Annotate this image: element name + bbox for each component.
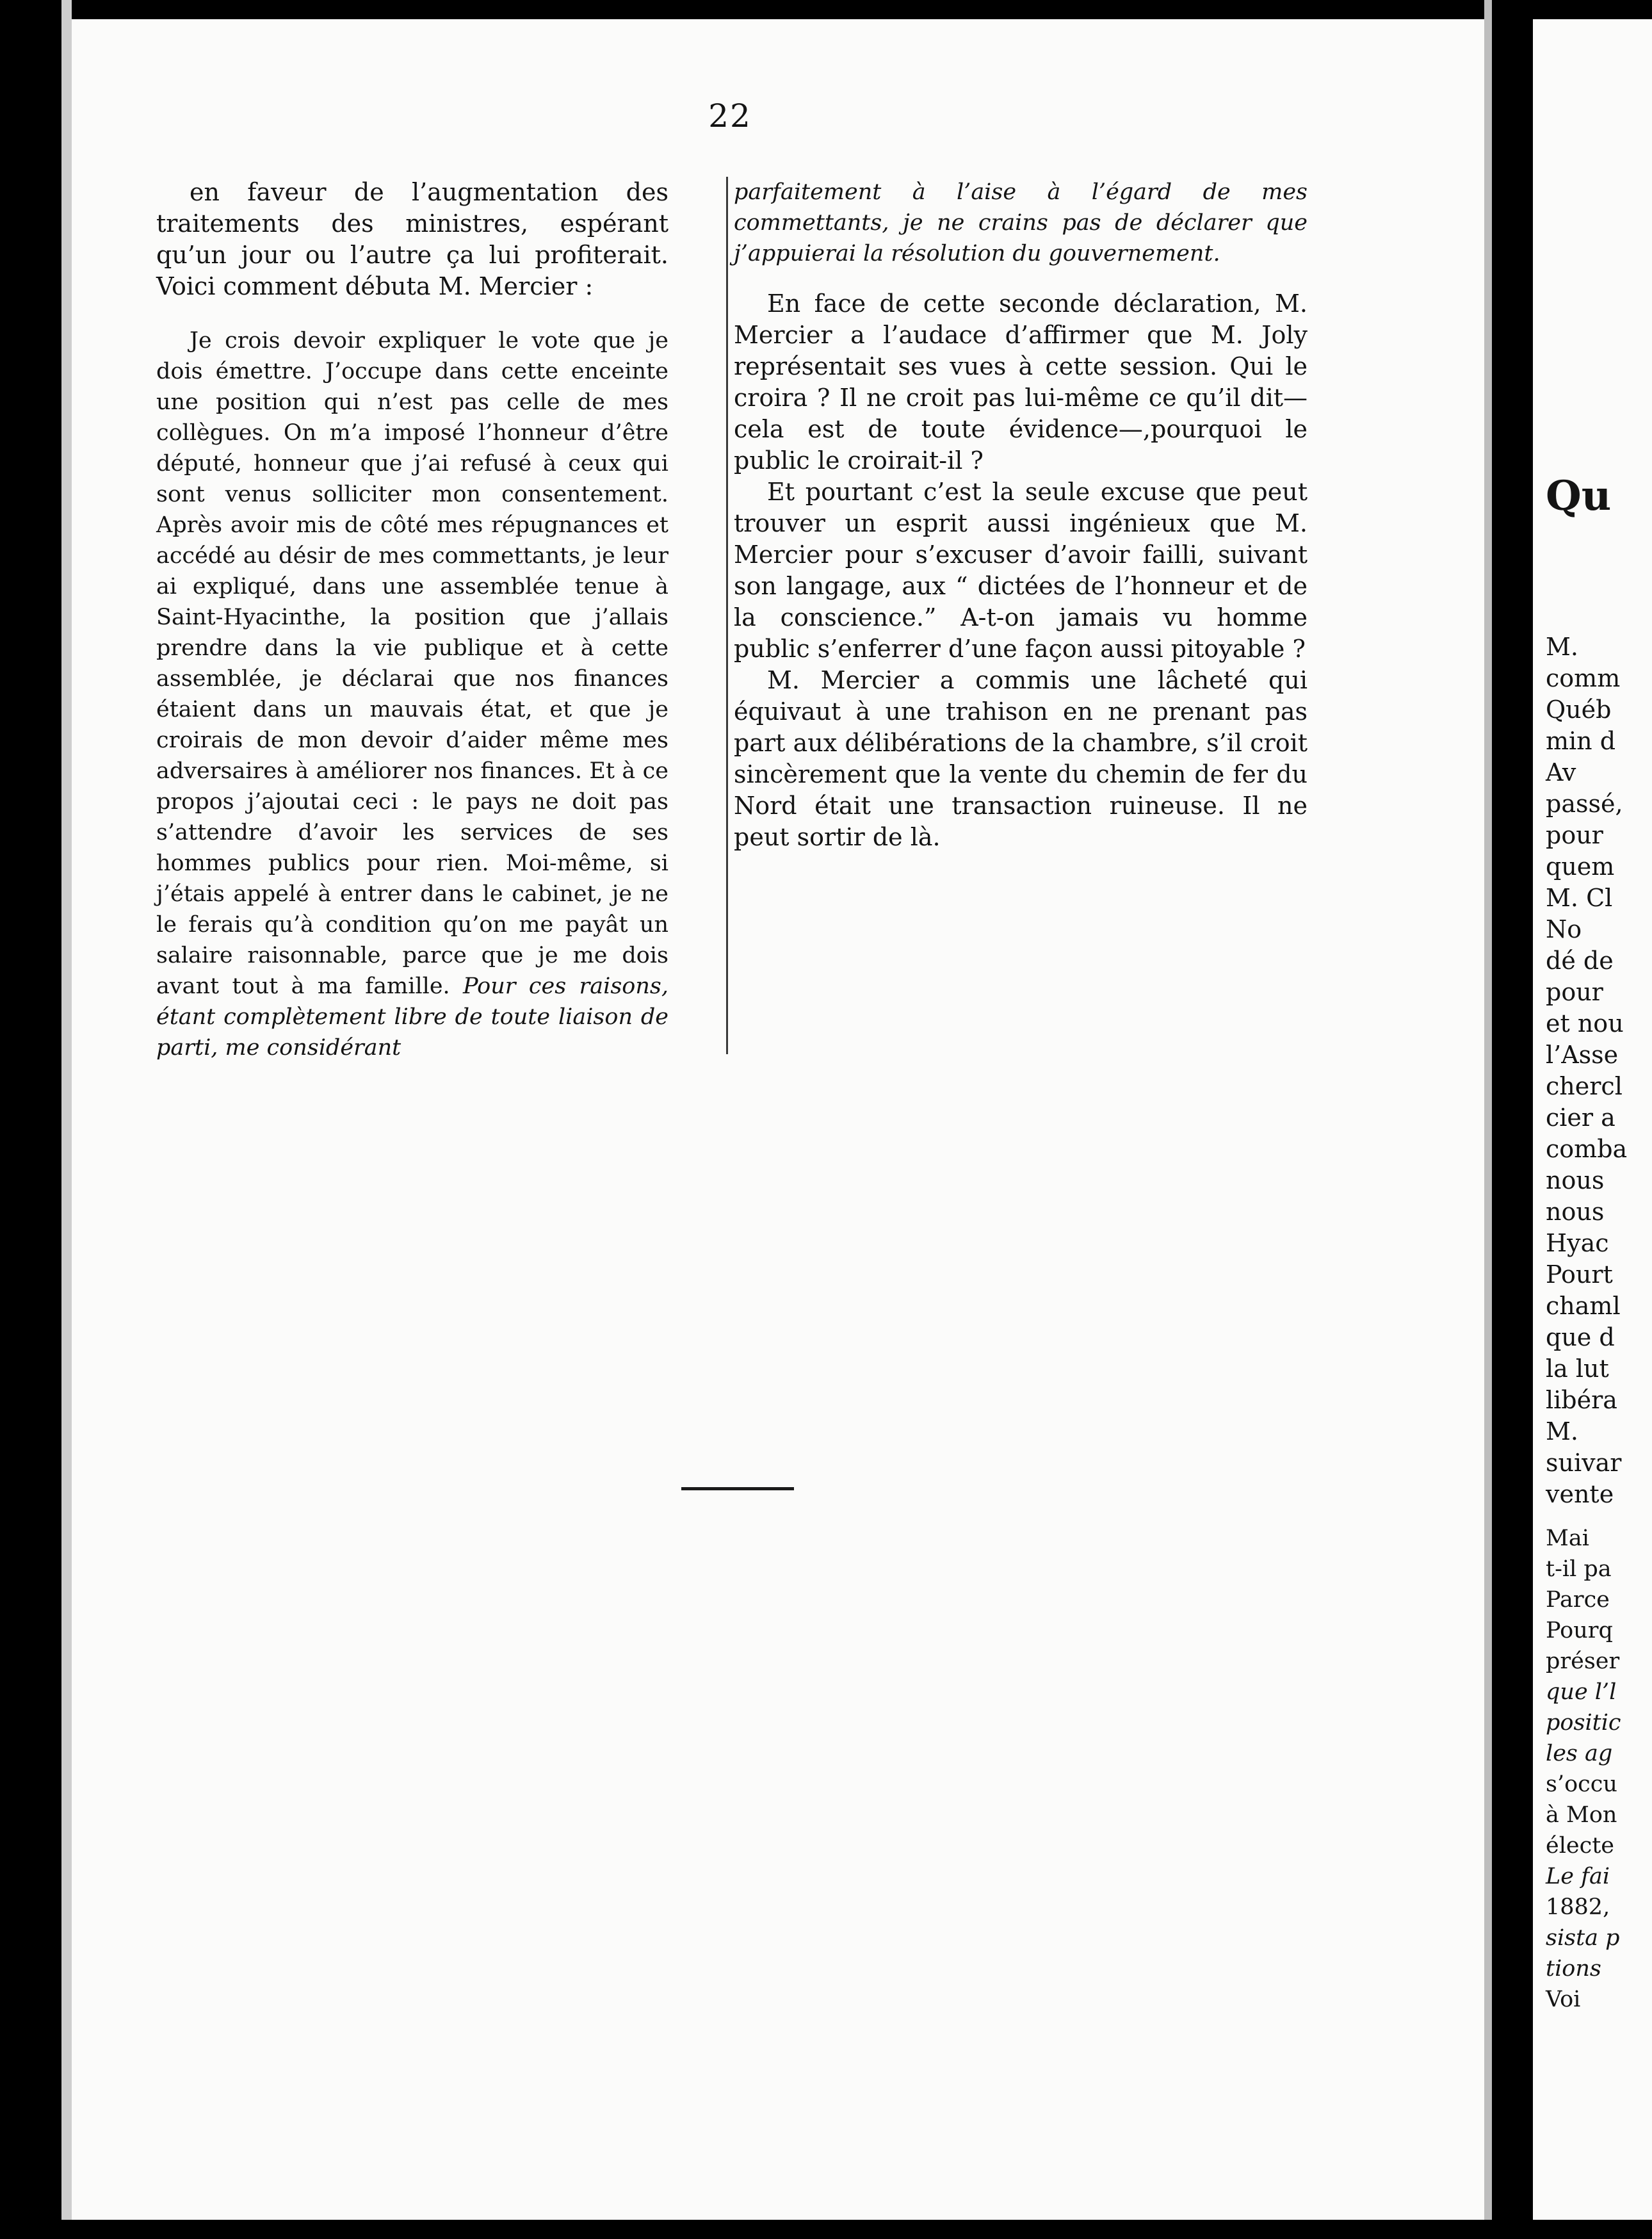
adjacent-small-line: Voi [1546,1987,1581,2012]
adjacent-line: que d [1546,1323,1615,1351]
adjacent-line: chaml [1546,1292,1621,1320]
adjacent-line: quem [1546,852,1615,881]
column-divider [726,177,728,1054]
adjacent-line: libéra [1546,1386,1617,1414]
adjacent-small-line: Mai [1546,1526,1589,1551]
adjacent-small-line: tions [1546,1956,1601,1982]
adjacent-line: vente [1546,1480,1614,1508]
adjacent-line: nous [1546,1166,1605,1194]
quote-text: Je crois devoir expliquer le vote que je dois émettre. J’occupe dans cette enceinte une position qui n’est pas celle de mes collègues. On m’a imposé l’honneur d’être député, honneur que j’ai refusé à ceux qui sont venus solliciter mon consentement. Après avoir mis de côté mes répugnances et accédé au désir de mes commettants, je leur ai expliqué, dans une assemblée tenue à Saint-Hyacinthe, la position que j’allais prendre dans la vie publique et à cette assemblée, je déclarai que nos finances étaient dans un mauvais état, et que je croirais de mon devoir d’aider même mes adversaires à améliorer nos finances. Et à ce propos j’ajoutai ceci : le pays ne doit pas s’attendre d’avoir les services de ses hommes publics pour rien. Moi-même, si j’étais appelé à entrer dans le cabinet, je ne le ferais qu’à condition qu’on me payât un salaire raisonnable, parce que je me dois avant tout à ma famille. [156,328,668,999]
adjacent-line: M. Cl [1546,884,1613,912]
adjacent-line: suivar [1546,1449,1622,1477]
adjacent-line: la lut [1546,1355,1609,1383]
scan-border-left [0,0,61,2239]
scan-border-top [0,0,1652,19]
paragraph-excuse: Et pourtant c’est la seule excuse que peut trouver un esprit aussi ingénieux que M. Mercier pour s’excuser d’avoir failli, suivant son langage, aux “ dictées de l’honneur et de la conscience.” A-t-on jamais vu homme public s’enferrer d’une façon aussi pitoyable ? [734,478,1308,663]
adjacent-small-line: à Mon [1546,1802,1617,1828]
adjacent-line: Québ [1546,696,1612,724]
adjacent-line: Pourt [1546,1260,1613,1289]
right-column [734,177,1308,853]
quote-paragraph [156,325,668,1063]
adjacent-line: et nou [1546,1009,1624,1038]
intro-paragraph: en faveur de l’augmentation des traitements des ministres, espérant qu’un jour ou l’autre ça lui profiterait. Voici comment débuta M. Mercier : [156,178,668,300]
adjacent-line: nous [1546,1198,1605,1226]
section-rule [681,1487,794,1490]
adjacent-line: Hyac [1546,1229,1609,1257]
adjacent-small-line: les ag [1546,1741,1613,1766]
paragraph-lachete: M. Mercier a commis une lâcheté qui équivaut à une trahison en ne prenant pas part aux délibérations de la chambre, s’il croit sincèrement que la vente du chemin de fer du Nord était une transaction ruineuse. Il ne peut sortir de là. [734,666,1308,851]
adjacent-line: dé de [1546,947,1614,975]
adjacent-line: chercl [1546,1072,1623,1100]
paragraph-declaration: En face de cette seconde déclaration, M. Mercier a l’audace d’affirmer que M. Joly représentait ses vues à cette session. Qui le croira ? Il ne croit pas lui-même ce qu’il dit—cela est de toute évidence—,pourquoi le public le croirait-il ? [734,289,1308,475]
adjacent-line: No [1546,915,1582,943]
adjacent-line: l’Asse [1546,1041,1619,1069]
left-column [156,177,668,1063]
page-number: 22 [708,97,752,134]
adjacent-small-line: Le fai [1546,1864,1610,1889]
adjacent-small-line: 1882, [1546,1894,1610,1920]
adjacent-line: comba [1546,1135,1628,1163]
adjacent-line: cier a [1546,1103,1616,1132]
adjacent-line: Av [1546,758,1576,786]
scan-border-bottom [0,2220,1652,2239]
adjacent-small-line: Parce [1546,1587,1610,1613]
book-gutter [1492,0,1533,2239]
gutter-shadow [1484,0,1492,2239]
quote-italic-text: Pour ces raisons, étant complètement libre de toute liaison de parti, me considérant [156,973,668,1061]
adjacent-line: pour [1546,978,1603,1006]
adjacent-small-line: Pourq [1546,1618,1613,1643]
quote-italic-continued: parfaitement à l’aise à l’égard de mes commettants, je ne crains pas de déclarer que j’appuierai la résolution du gouvernement. [734,179,1308,266]
adjacent-small-line: que l’l [1546,1679,1617,1705]
adjacent-line: M. [1546,1417,1578,1445]
adjacent-small-line: t-il pa [1546,1556,1612,1582]
adjacent-small-line: positic [1546,1710,1621,1736]
adjacent-line: pour [1546,821,1603,849]
adjacent-small-line: préser [1546,1649,1620,1674]
adjacent-small-line: électe [1546,1833,1614,1859]
adjacent-page [1533,19,1652,2220]
adjacent-small-line: s’occu [1546,1771,1617,1797]
page-edge [61,0,72,2239]
adjacent-small-line: sista p [1546,1925,1620,1951]
adjacent-line: comm [1546,664,1621,692]
adjacent-line: passé, [1546,790,1623,818]
adjacent-heading: Qu [1546,472,1612,520]
adjacent-line: min d [1546,727,1616,755]
adjacent-line: M. [1546,633,1578,661]
